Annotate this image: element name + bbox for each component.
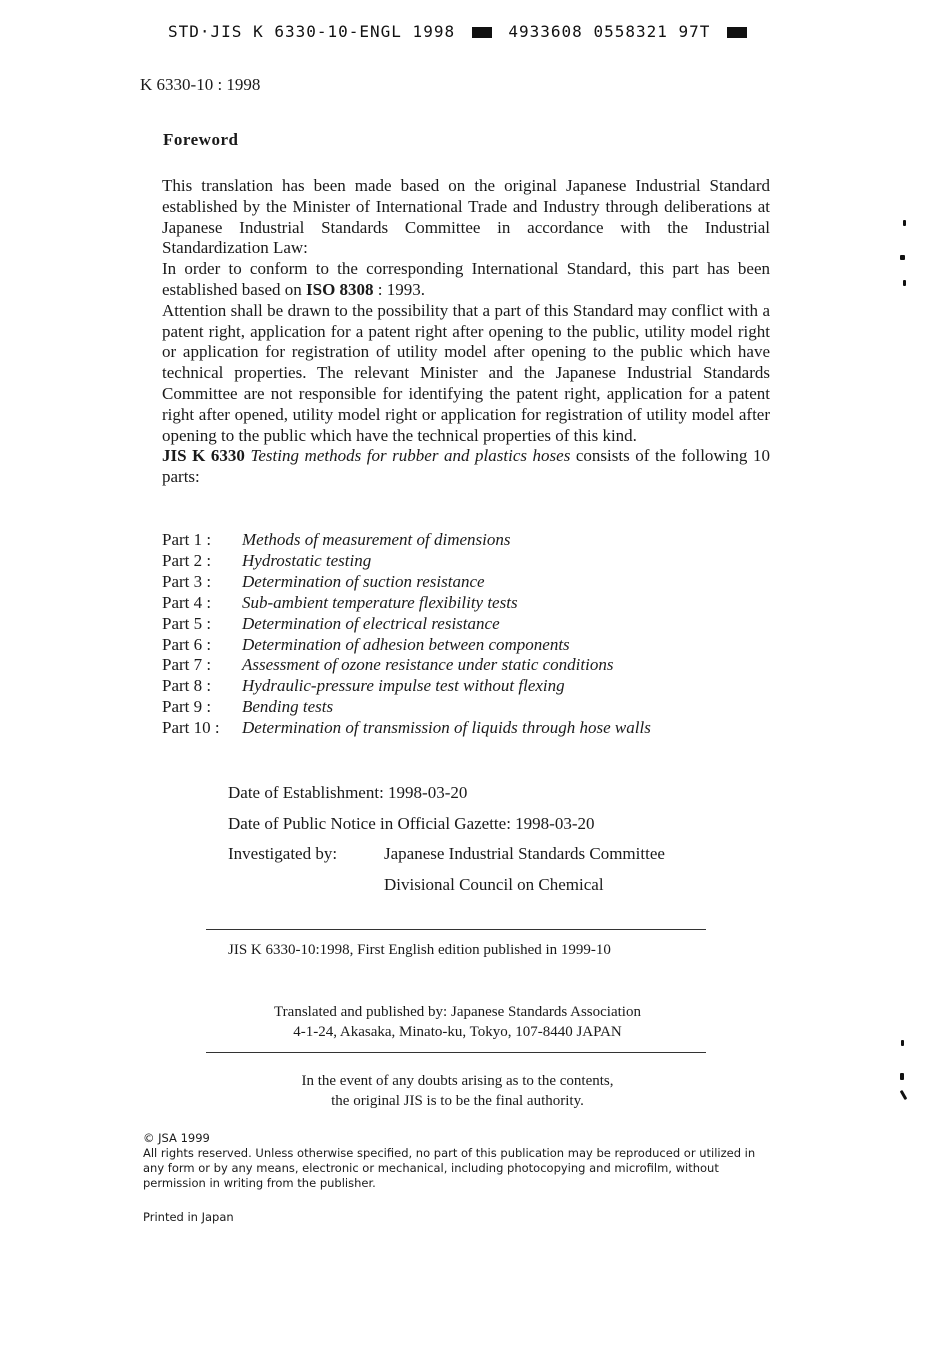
scan-speck [903,220,906,226]
foreword-paragraph-iso [162,259,770,301]
part-title: Determination of suction resistance [242,571,485,591]
part-title: Hydrostatic testing [242,550,372,570]
black-block-mark [472,27,492,38]
investigated-by-row [228,839,828,870]
part-title: Hydraulic-pressure impulse test without flexing [242,676,565,696]
part-title: Determination of transmission of liquids through hose walls [242,718,651,738]
list-item [162,635,782,656]
part-label: Part 6 : [162,634,212,654]
part-label: Part 1 : [162,530,212,549]
part-title: Sub-ambient temperature flexibility tests [242,592,518,612]
standard-code: JIS K 6330 [162,446,245,466]
copyright-line: © JSA 1999 [143,1131,210,1145]
scan-header-barcode-number: 4933608 0558321 97T [508,22,711,41]
document-number: K 6330-10 : 1998 [140,75,261,94]
rights-statement: All rights reserved. Unless otherwise specified, no part of this publication may be reproduced or utilized in any form or by any means, electronic or mechanical, including photocopying and microfilm, without permission in writing from the publisher. [143,1146,756,1190]
divider [206,1052,706,1053]
date-of-establishment: Date of Establishment: 1998-03-20 [228,783,468,802]
foreword-paragraph-parts-intro [162,446,770,488]
part-title: Assessment of ozone resistance under static conditions [242,655,614,675]
foreword-heading: Foreword [163,130,239,149]
list-item [162,572,782,593]
list-item [162,551,782,572]
publisher-block [205,1002,710,1042]
part-label: Part 7 : [162,655,212,675]
authority-note-line: the original JIS is to be the final authority. [331,1093,584,1109]
iso-reference: ISO 8308 [306,279,374,299]
copyright-block [143,1131,773,1191]
foreword-body [162,176,770,488]
list-item [162,530,782,551]
establishment-block [228,778,828,900]
part-label: Part 5 : [162,613,212,633]
iso-text-before: In order to conform to the corresponding International Standard, this part has been established based on [162,259,770,299]
investigated-by-label: Investigated by: [228,844,338,863]
list-item [162,697,782,718]
scan-speck [901,1040,904,1046]
foreword-paragraph-translation: This translation has been made based on the original Japanese Industrial Standard established by the Minister of International Trade and Industry through deliberations at Japanese Industrial Standards Committee in accordance with the Industrial Standardization Law: [162,176,770,258]
list-item [162,718,782,739]
part-label: Part 9 : [162,697,212,717]
investigated-by-council: Divisional Council on Chemical [384,874,604,894]
investigated-by-committee: Japanese Industrial Standards Committee [384,844,665,863]
scan-speck [900,1090,908,1100]
part-label: Part 4 : [162,592,212,612]
part-label: Part 3 : [162,571,212,591]
publisher-name: Translated and published by: Japanese Standards Association [274,1004,641,1020]
date-of-public-notice: Date of Public Notice in Official Gazette: 1998-03-20 [228,813,595,833]
authority-note-line: In the event of any doubts arising as to the contents, [301,1073,614,1089]
divider [206,929,706,930]
authority-note [205,1071,710,1111]
scan-header-line [168,22,788,41]
scan-speck [900,1073,904,1080]
part-label: Part 8 : [162,676,212,696]
list-item [162,676,782,697]
parts-list [162,530,782,739]
part-label: Part 2 : [162,550,212,570]
part-title: Methods of measurement of dimensions [242,530,511,549]
part-title: Determination of electrical resistance [242,613,500,633]
printed-in: Printed in Japan [143,1210,234,1224]
part-title: Bending tests [242,697,334,717]
publisher-address: 4-1-24, Akasaka, Minato-ku, Tokyo, 107-8440 JAPAN [293,1024,622,1040]
part-title: Determination of adhesion between components [242,634,570,654]
part-label: Part 10 : [162,718,220,738]
foreword-paragraph-patent: Attention shall be drawn to the possibility that a part of this Standard may conflict with a patent right, application for a patent right after opening to the public, utility model right or application for registration of utility model after opening to the public which have technical properties. The relevant Minister and the Japanese Industrial Standards Committee are not responsible for identifying the patent right, application for a patent right after opened, utility model right or application for registration of utility model after opening to the public which have the technical properties of this kind. [162,300,770,445]
list-item [162,614,782,635]
scan-header-code: STD·JIS K 6330-10-ENGL 1998 [168,22,456,41]
iso-text-after: : 1993. [373,279,426,299]
list-item [162,655,782,676]
black-block-mark [727,27,747,38]
standard-title: Testing methods for rubber and plastics hoses [250,446,571,466]
scan-speck [900,255,905,260]
list-item [162,593,782,614]
scan-speck [903,280,906,286]
parts-intro-text: consists of the following 10 parts: [162,446,770,487]
edition-note: JIS K 6330-10:1998, First English edition published in 1999-10 [228,942,611,958]
